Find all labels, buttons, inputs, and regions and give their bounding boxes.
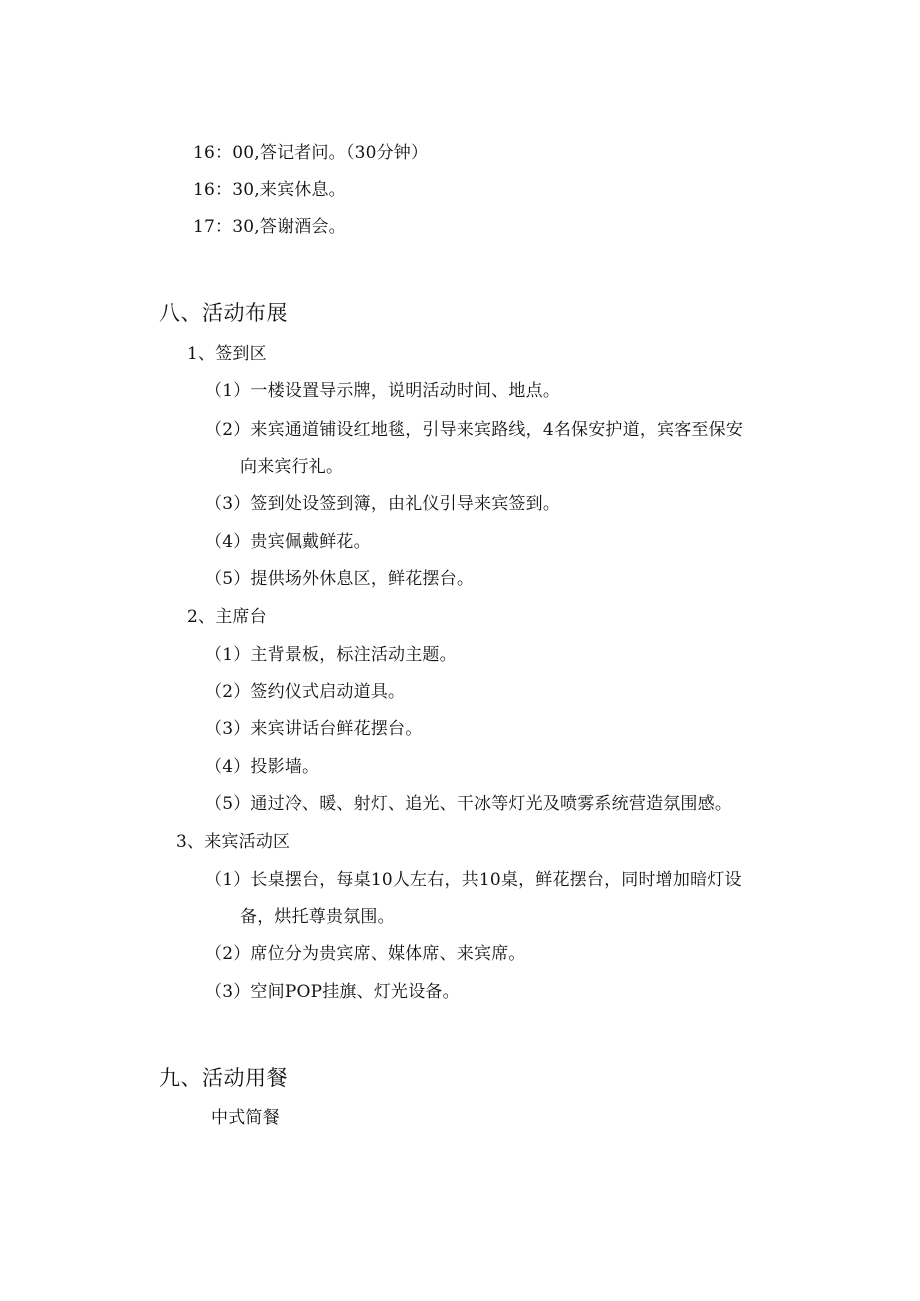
checkin-item-1: （1）一楼设置导示牌，说明活动时间、地点。 xyxy=(205,381,561,401)
checkin-item-2: （2）来宾通道铺设红地毯，引导来宾路线，4名保安护道，宾客至保安 xyxy=(205,420,744,440)
subsection-heading-guest-area: 3、来宾活动区 xyxy=(176,832,291,852)
schedule-item-1630: 16：30,来宾休息。 xyxy=(193,180,346,200)
guest-area-item-1-cont: 备，烘托尊贵氛围。 xyxy=(240,907,395,927)
podium-item-1: （1）主背景板，标注活动主题。 xyxy=(205,645,457,665)
subsection-heading-podium: 2、主席台 xyxy=(187,607,267,627)
guest-area-item-1: （1）长桌摆台，每桌10人左右，共10桌，鲜花摆台，同时增加暗灯设 xyxy=(205,870,742,890)
section-heading-8: 八、活动布展 xyxy=(159,301,288,325)
subsection-heading-checkin: 1、签到区 xyxy=(187,344,267,364)
guest-area-item-3: （3）空间POP挂旗、灯光设备。 xyxy=(205,982,460,1002)
dining-description: 中式简餐 xyxy=(211,1108,280,1128)
podium-item-2: （2）签约仪式启动道具。 xyxy=(205,682,406,702)
checkin-item-2-cont: 向来宾行礼。 xyxy=(240,457,344,477)
guest-area-item-2: （2）席位分为贵宾席、媒体席、来宾席。 xyxy=(205,944,526,964)
checkin-item-4: （4）贵宾佩戴鲜花。 xyxy=(205,532,371,552)
section-heading-9: 九、活动用餐 xyxy=(159,1066,288,1090)
podium-item-5: （5）通过冷、暖、射灯、追光、干冰等灯光及喷雾系统营造氛围感。 xyxy=(205,794,733,814)
schedule-item-1730: 17：30,答谢酒会。 xyxy=(193,217,346,237)
checkin-item-3: （3）签到处设签到簿，由礼仪引导来宾签到。 xyxy=(205,494,561,514)
podium-item-4: （4）投影墙。 xyxy=(205,757,320,777)
checkin-item-5: （5）提供场外休息区，鲜花摆台。 xyxy=(205,569,475,589)
podium-item-3: （3）来宾讲话台鲜花摆台。 xyxy=(205,719,423,739)
schedule-item-1600: 16：00,答记者问。（30分钟） xyxy=(193,143,429,163)
